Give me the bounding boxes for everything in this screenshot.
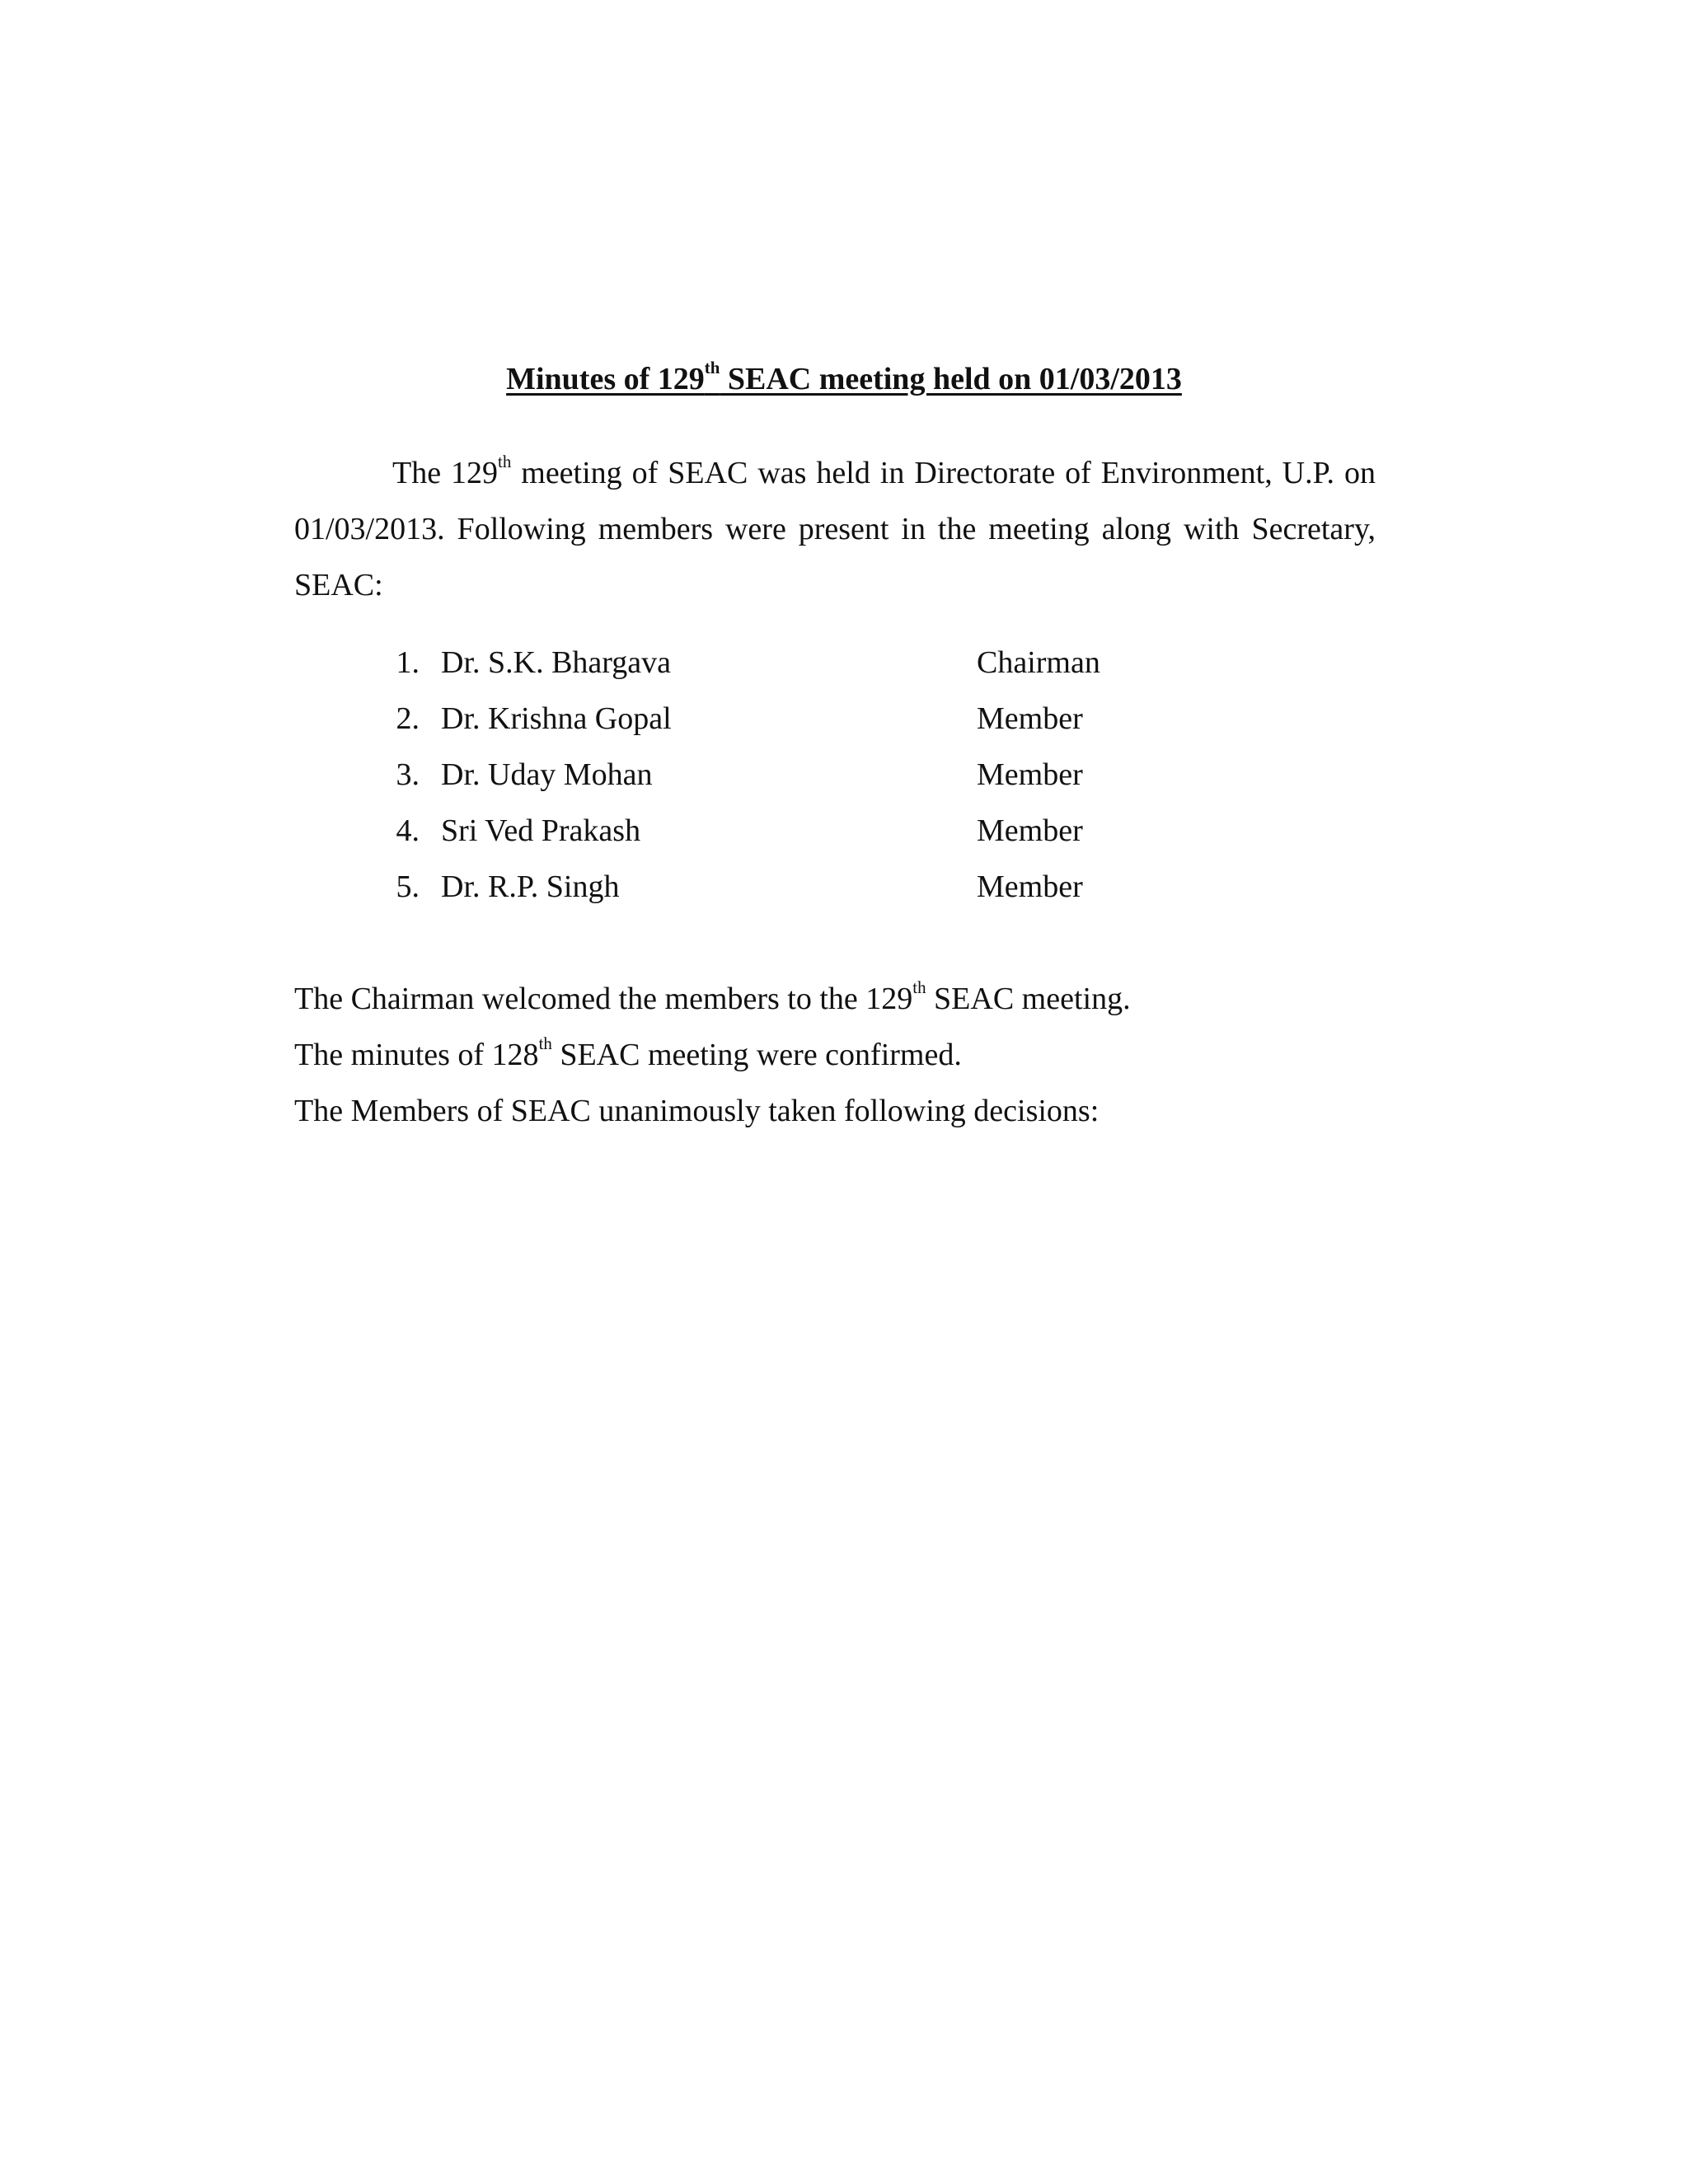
welcome-text-end: SEAC meeting.: [926, 982, 1131, 1016]
member-name: Dr. Krishna Gopal: [441, 701, 672, 736]
member-role: Member: [977, 813, 1083, 848]
welcome-text-start: The Chairman welcomed the members to the 129: [294, 982, 913, 1016]
title-superscript: th: [704, 358, 720, 378]
page-title: [0, 359, 1688, 399]
member-role: Chairman: [977, 645, 1100, 680]
minutes-confirmed-line: [294, 1027, 1131, 1083]
minutes-text-end: SEAC meeting were confirmed.: [551, 1038, 962, 1072]
minutes-text-start: The minutes of 128: [294, 1038, 539, 1072]
title-text-start: Minutes of 129: [506, 362, 705, 396]
member-number: 5.: [396, 869, 420, 904]
intro-superscript: th: [498, 452, 512, 472]
member-role: Member: [977, 869, 1083, 904]
member-name: Dr. S.K. Bhargava: [441, 645, 671, 680]
member-number: 2.: [396, 701, 420, 736]
decisions-line: The Members of SEAC unanimously taken following decisions:: [294, 1094, 1100, 1128]
member-name: Dr. R.P. Singh: [441, 869, 620, 904]
member-name: Dr. Uday Mohan: [441, 757, 653, 792]
minutes-superscript: th: [538, 1033, 552, 1054]
intro-paragraph: [294, 445, 1376, 613]
member-role: Member: [977, 757, 1083, 792]
member-name: Sri Ved Prakash: [441, 813, 641, 848]
member-number: 1.: [396, 645, 420, 680]
member-role: Member: [977, 701, 1083, 736]
closing-section: [294, 971, 1131, 1139]
welcome-superscript: th: [912, 977, 926, 998]
intro-text-end: meeting of SEAC was held in Directorate of Environment, U.P. on 01/03/2013. Following members were present in the meeting along with Secretary, SEAC:: [294, 456, 1376, 602]
welcome-line: [294, 971, 1131, 1027]
title-text-end: SEAC meeting held on 01/03/2013: [720, 362, 1182, 396]
member-number: 4.: [396, 813, 420, 848]
member-number: 3.: [396, 757, 420, 792]
intro-text-start: The 129: [392, 456, 499, 490]
